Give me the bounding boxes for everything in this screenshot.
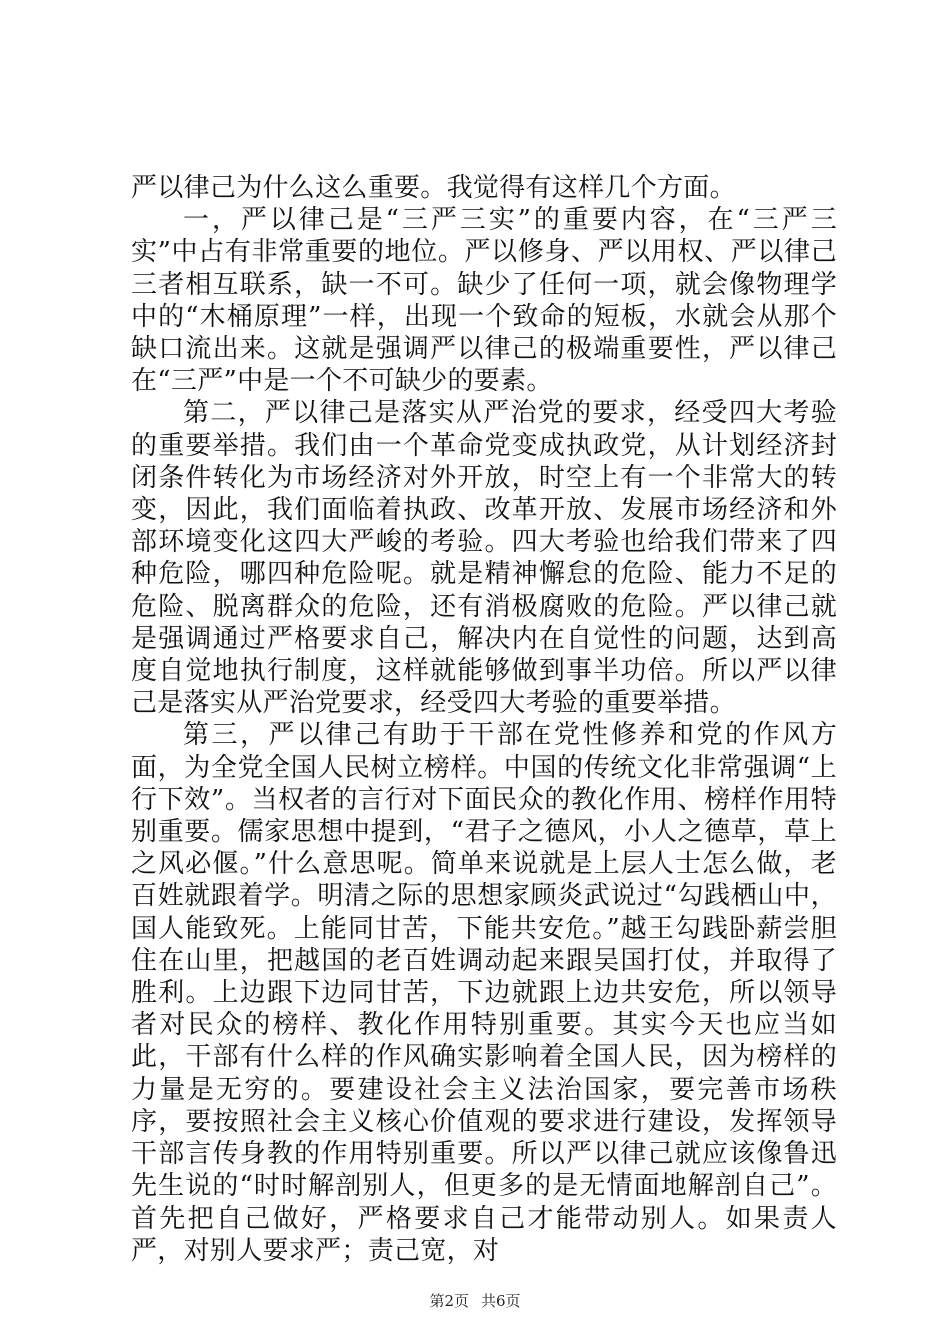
page-total: 共6页 xyxy=(481,1292,521,1310)
paragraph-point-one: 一，严以律己是“三严三实”的重要内容，在“三严三实”中占有非常重要的地位。严以修身、严以用权、严以律己三者相互联系，缺一不可。缺少了任何一项，就会像物理学中的“木桶原理”一样，出现一个致命的短板，水就会从那个缺口流出来。这就是强调严以律己的极端重要性，严以律己在“三严”中是一个不可缺少的要素。 xyxy=(131,205,837,397)
page-number: 第2页 xyxy=(429,1292,469,1310)
paragraph-point-three: 第三，严以律己有助于干部在党性修养和党的作风方面，为全党全国人民树立榜样。中国的传统文化非常强调“上行下效”。当权者的言行对下面民众的教化作用、榜样作用特别重要。儒家思想中提到，“君子之德风，小人之德草，草上之风必偃。”什么意思呢。简单来说就是上层人士怎么做，老百姓就跟着学。明清之际的思想家顾炎武说过“勾践栖山中，国人能致死。上能同甘苦，下能共安危。”越王勾践卧薪尝胆住在山里，把越国的老百姓调动起来跟吴国打仗，并取得了胜利。上边跟下边同甘苦，下边就跟上边共安危，所以领导者对民众的榜样、教化作用特别重要。其实今天也应当如此，干部有什么样的作风确实影响着全国人民，因为榜样的力量是无穷的。要建设社会主义法治国家，要完善市场秩序，要按照社会主义核心价值观的要求进行建设，发挥领导干部言传身教的作用特别重要。所以严以律己就应该像鲁迅先生说的“时时解剖别人，但更多的是无情面地解剖自己”。首先把自己做好，严格要求自己才能带动别人。如果责人严，对别人要求严；责己宽，对 xyxy=(131,720,837,1266)
page-footer xyxy=(0,1291,950,1311)
paragraph-intro: 严以律己为什么这么重要。我觉得有这样几个方面。 xyxy=(131,173,736,203)
paragraph-point-two: 第二，严以律己是落实从严治党的要求，经受四大考验的重要举措。我们由一个革命党变成执政党，从计划经济封闭条件转化为市场经济对外开放，时空上有一个非常大的转变，因此，我们面临着执政、改革开放、发展市场经济和外部环境变化这四大严峻的考验。四大考验也给我们带来了四种危险，哪四种危险呢。就是精神懈怠的危险、能力不足的危险、脱离群众的危险，还有消极腐败的危险。严以律己就是强调通过严格要求自己，解决内在自觉性的问题，达到高度自觉地执行制度，这样就能够做到事半功倍。所以严以律己是落实从严治党要求，经受四大考验的重要举措。 xyxy=(131,398,837,719)
document-body xyxy=(131,172,837,1267)
